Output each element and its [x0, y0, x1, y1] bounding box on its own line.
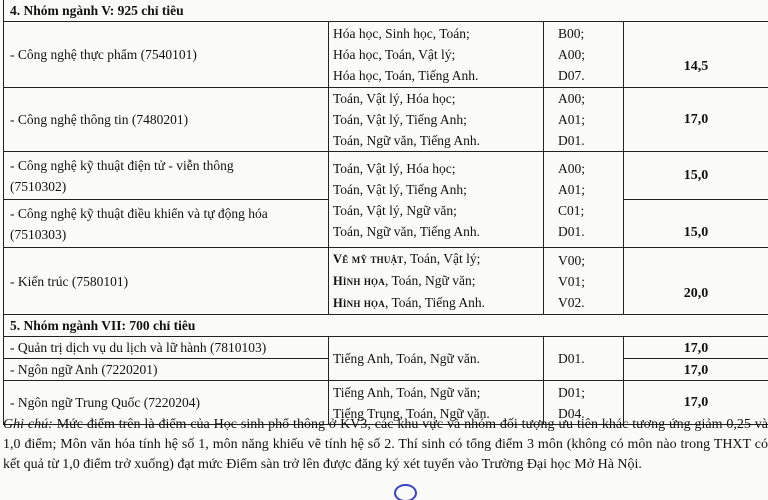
subject-line: Tiếng Anh, Toán, Ngữ văn;	[333, 384, 481, 400]
table-row	[4, 337, 768, 359]
subject-line: Hóa học, Toán, Vật lý;	[333, 47, 456, 62]
subject-line: Toán, Vật lý, Hóa học;	[333, 91, 456, 106]
block-code: D01.	[558, 133, 585, 148]
subject-line: Toán, Vật lý, Ngữ văn;	[333, 202, 457, 218]
block-code: A01;	[558, 181, 585, 197]
table-row	[4, 88, 768, 152]
subject-rest: , Toán, Tiếng Anh.	[384, 295, 486, 310]
major-name-line: - Công nghệ kỹ thuật điện tử - viễn thông	[10, 157, 234, 173]
block-code: V02.	[558, 294, 585, 310]
aptitude-subject: Hình họa	[333, 296, 385, 310]
circle-annotation	[394, 484, 417, 500]
footnote	[3, 415, 768, 475]
cutoff-score: 17,0	[624, 381, 768, 425]
note-text: Mức điểm trên là điểm của Học sinh phổ thông ở KV3, các khu vực và nhóm đối tượng ưu tiên khác tương ứng giảm 0,25 và 1,0 điểm; Môn văn hóa tính hệ số 1, môn năng khiếu vẽ tính hệ số 2. Thí sinh có tổng điểm 3 môn (không có môn nào trong THXT có kết quả từ 1,0 điểm trở xuống) đạt mức Điểm sàn trở lên được đăng ký xét tuyển vào Trường Đại học Mở Hà Nội.	[3, 417, 768, 472]
table-row	[4, 248, 768, 315]
section-title: 4. Nhóm ngành V: 925 chỉ tiêu	[4, 0, 768, 22]
subject-line: Tiếng Trung, Toán, Ngữ văn.	[333, 405, 490, 421]
section-header	[4, 0, 768, 22]
block-code: D04.	[558, 405, 585, 421]
block-codes	[544, 248, 624, 315]
block-codes	[544, 22, 624, 88]
major-name: - Quản trị dịch vụ du lịch và lữ hành (7810103)	[4, 337, 329, 359]
block-code: C01;	[558, 202, 585, 218]
note-label: Ghi chú:	[3, 417, 53, 432]
block-code: A01;	[558, 112, 585, 127]
block-codes: D01.	[544, 337, 624, 381]
subject-combinations: Tiếng Anh, Toán, Ngữ văn.	[329, 337, 544, 381]
aptitude-subject: Hình họa	[333, 274, 385, 288]
cutoff-score: 17,0	[624, 88, 768, 152]
block-codes	[544, 88, 624, 152]
subject-rest: , Toán, Ngữ văn;	[384, 273, 476, 288]
subject-line	[333, 248, 539, 270]
block-code: D01.	[558, 223, 585, 239]
major-name-line: (7510302)	[10, 178, 67, 194]
cutoff-score: 17,0	[624, 359, 768, 381]
cutoff-score: 15,0	[624, 152, 768, 200]
block-code: A00;	[558, 47, 585, 62]
major-name	[4, 152, 329, 200]
admission-table	[3, 0, 768, 425]
subject-line: Hóa học, Sinh học, Toán;	[333, 26, 470, 41]
block-code: D07.	[558, 68, 585, 83]
major-name: - Ngôn ngữ Anh (7220201)	[4, 359, 329, 381]
subject-line: Toán, Ngữ văn, Tiếng Anh.	[333, 223, 481, 239]
subject-combinations	[329, 88, 544, 152]
subject-line: Toán, Vật lý, Hóa học;	[333, 160, 456, 176]
subject-line: Toán, Ngữ văn, Tiếng Anh.	[333, 133, 481, 148]
block-code: D01;	[558, 384, 585, 400]
major-name: - Công nghệ thực phẩm (7540101)	[4, 22, 329, 88]
section-title: 5. Nhóm ngành VII: 700 chỉ tiêu	[4, 315, 768, 337]
subject-line: Toán, Vật lý, Tiếng Anh;	[333, 112, 467, 127]
major-name-line: (7510303)	[10, 226, 67, 242]
cutoff-score: 17,0	[624, 337, 768, 359]
aptitude-subject: Vẽ mỹ thuật	[333, 252, 404, 266]
subject-combinations	[329, 248, 544, 315]
section-header	[4, 315, 768, 337]
block-codes	[544, 152, 624, 248]
table-row	[4, 22, 768, 88]
block-code: V01;	[558, 273, 585, 289]
table-row	[4, 152, 768, 200]
major-name: - Công nghệ thông tin (7480201)	[4, 88, 329, 152]
block-code: A00;	[558, 160, 585, 176]
major-name-line: - Công nghệ kỹ thuật điều khiển và tự động hóa	[10, 205, 268, 221]
subject-line: Hóa học, Toán, Tiếng Anh.	[333, 68, 479, 83]
block-code: A00;	[558, 91, 585, 106]
subject-rest: , Toán, Vật lý;	[403, 251, 481, 266]
major-name: - Kiến trúc (7580101)	[4, 248, 329, 315]
subject-combinations	[329, 22, 544, 88]
block-code: V00;	[558, 252, 585, 268]
subject-line	[333, 270, 539, 292]
subject-line	[333, 292, 539, 314]
major-name: - Ngôn ngữ Trung Quốc (7220204)	[4, 381, 329, 425]
subject-combinations	[329, 152, 544, 248]
cutoff-score: 20,0	[624, 248, 768, 315]
cutoff-score: 14,5	[624, 22, 768, 88]
cutoff-score: 15,0	[624, 200, 768, 248]
block-code: B00;	[558, 26, 585, 41]
subject-line: Toán, Vật lý, Tiếng Anh;	[333, 181, 467, 197]
major-name	[4, 200, 329, 248]
